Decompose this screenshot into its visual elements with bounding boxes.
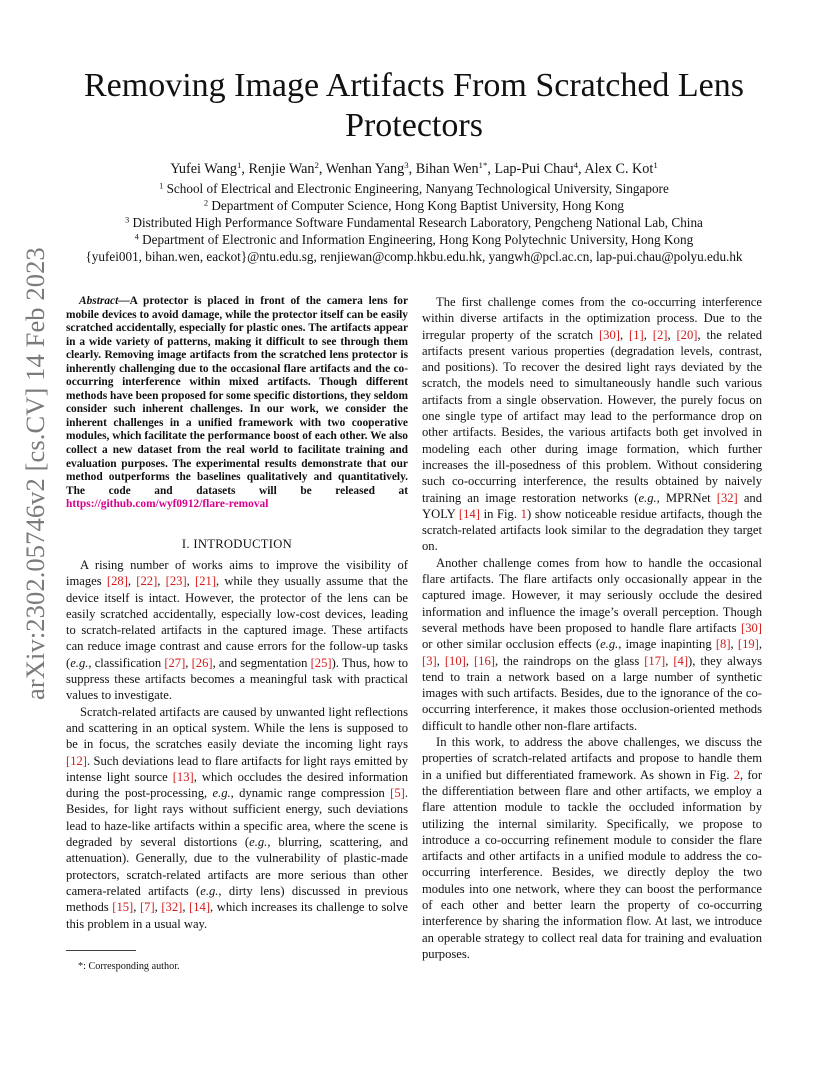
author-name: Yufei Wang (170, 161, 238, 177)
body-text: , and segmentation (212, 655, 311, 670)
body-text: in Fig. (479, 506, 521, 521)
body-text: , (127, 574, 137, 589)
body-text: , the raindrops on the glass (494, 653, 645, 668)
abstract-text: —A protector is placed in front of the camera lens for mobile devices to avoid damage, while the protector itself can be easily scratched accidentally, especially for plastic ones. The artifacts appear in a wide variety of patterns, making it difficult to see through them clearly. Removing image artifacts from the scratched lens protector is inherently challenging due to the occasional flare artifacts and the co-occurring interference within mixed artifacts. Though different methods have been proposed for some specific distortions, they seldom consider such inherent challenges. In our work, we consider the inherent challenges in a unified framework with two cooperative modules, which facilitate the performance boost of each other. We also collect a new dataset from the real world to facilitate training and evaluation purposes. The experimental results demonstrate that our method outperforms the baselines qualitatively and quantitatively. The code and datasets will be released at (66, 295, 408, 497)
affiliation-marker: 2 (314, 160, 319, 171)
citation-link[interactable]: [2] (652, 327, 668, 342)
body-text: . Such deviations lead to flare artifacts for light rays emitted by intense light source (66, 753, 408, 784)
citation-link[interactable]: [12] (66, 753, 87, 768)
paragraph (422, 294, 762, 555)
section-heading: I. INTRODUCTION (181, 537, 293, 551)
italic-text: e.g. (70, 655, 89, 670)
citation-link[interactable]: [8] (715, 637, 731, 652)
author-name: Alex C. Kot (584, 161, 654, 177)
body-text: , blurring, scattering, and attenuation). Generally, due to the vulnerability of plastic-made protectors, scratch-related artifacts are more serious than other camera-related artifacts ( (66, 835, 408, 898)
body-text: ). Thus, how to suppress these artifacts becomes a meaningful task with practical values to investigate. (66, 655, 408, 703)
author-name: Lap-Pui Chau (494, 161, 574, 177)
author-name: Bihan Wen (415, 161, 479, 177)
author-emails: {yufei001, bihan.wen, eackot}@ntu.edu.sg, renjiewan@comp.hkbu.edu.hk, yangwh@pcl.ac.cn, lap-pui.chau@polyu.edu.hk (85, 249, 743, 264)
body-text: ) show noticeable residue artifacts, though the scratch-related artifacts look similar to the degradation they target on. (422, 506, 762, 554)
italic-text: e.g. (212, 786, 231, 801)
affiliation-marker: 1 (653, 160, 658, 171)
body-text: , (667, 327, 677, 342)
paragraph (66, 557, 408, 704)
affiliation-line (60, 198, 768, 214)
citation-link[interactable]: [21] (195, 574, 217, 589)
affiliation-line (60, 232, 768, 248)
right-column-body (422, 294, 762, 962)
citation-link[interactable]: [13] (172, 769, 194, 784)
left-column-body (66, 557, 408, 932)
affiliation-text: Department of Computer Science, Hong Kong Baptist University, Hong Kong (211, 198, 625, 213)
citation-link[interactable]: 2 (733, 767, 740, 782)
body-text: , MPRNet (656, 490, 717, 505)
citation-link[interactable]: [14] (189, 900, 211, 915)
body-text: , classification (88, 655, 165, 670)
citation-link[interactable]: 1 (520, 506, 527, 521)
citation-link[interactable]: [14] (458, 506, 480, 521)
affiliation-text: Distributed High Performance Software Fundamental Research Laboratory, Pengcheng National Lab, China (132, 215, 703, 230)
citation-link[interactable]: [4] (673, 653, 689, 668)
citation-link[interactable]: [23] (165, 574, 187, 589)
citation-link[interactable]: [28] (106, 574, 128, 589)
footnote: *: Corresponding author. (78, 961, 180, 972)
body-text: , (133, 900, 140, 915)
citation-link[interactable]: [1] (629, 327, 644, 342)
paragraph (422, 734, 762, 962)
author-list: Yufei Wang$^1$, Renjie Wan$^2$, Wenhan Yang$^3$, Bihan Wen$^{1*}$, Lap-Pui Chau$^4$, Alex C. Kot$^1$ (170, 160, 658, 177)
citation-link[interactable]: [26] (191, 655, 213, 670)
body-text: , while they usually assume that the device itself is intact. However, the protector of the lens can be easily scratched accidentally, especially low-cost devices, leading to scratch-related artifacts in the captured image. These artifacts can reduce image contrast and cause errors for the follow-up tasks ( (66, 574, 408, 670)
affiliation-number: 4 (134, 232, 139, 242)
citation-link[interactable]: [17] (644, 653, 666, 668)
affiliation-number: 2 (203, 198, 209, 208)
citation-link[interactable]: [20] (676, 327, 698, 342)
citation-link[interactable]: [27] (164, 655, 186, 670)
affiliation-marker: 3 (404, 160, 409, 171)
italic-text: e.g. (249, 835, 268, 850)
code-link[interactable]: https://github.com/wyf0912/flare-removal (66, 498, 269, 511)
body-text: The first challenge comes from the co-occurring interference within diverse artifacts in the optimization process. Due to the irregular property of the scratch (422, 295, 762, 342)
citation-link[interactable]: [32] (161, 900, 183, 915)
italic-text: e.g. (200, 883, 219, 898)
body-text: A rising number of works aims to improve the visibility of images (66, 558, 408, 589)
body-text: , (730, 637, 738, 652)
body-text: , (465, 653, 474, 668)
citation-link[interactable]: [30] (741, 620, 762, 635)
italic-text: e.g. (638, 490, 657, 505)
body-text: , (185, 655, 192, 670)
body-text: or other similar occlusion effects ( (422, 637, 601, 652)
citation-link[interactable]: [30] (598, 327, 620, 342)
citation-link[interactable]: [32] (716, 490, 738, 505)
body-text: , image inapinting (618, 637, 716, 652)
affiliation-marker: 4 (573, 160, 579, 171)
affiliation-line (60, 181, 768, 197)
body-text: , (758, 637, 763, 652)
abstract-label: Abstract (79, 295, 119, 307)
body-text: , (619, 327, 630, 342)
footnote-rule (66, 950, 136, 951)
paragraph (422, 555, 762, 734)
paragraph (66, 704, 408, 932)
affiliation-number: 3 (125, 215, 130, 225)
body-text: . Besides, for light rays without sufficient energy, such deviations lead to haze-like artifacts within a specific area, where the scene is degraded by several distortions ( (66, 786, 408, 850)
body-text: , dirty lens) discussed in previous methods (66, 883, 408, 915)
citation-link[interactable]: [5] (390, 786, 405, 801)
arxiv-identifier-stamp: arXiv:2302.05746v2 [cs.CV] 14 Feb 2023 (20, 247, 50, 700)
citation-link[interactable]: [25] (310, 655, 332, 670)
body-text: ), they always tend to train a network based on a large number of synthetic images with such artifacts. Besides, due to the ignorance of the co-occurring interference, it makes those occlusion-oriented methods difficult to handle other non-flare artifacts. (422, 653, 763, 733)
citation-link[interactable]: [7] (139, 900, 155, 915)
body-text: , (665, 653, 674, 668)
affiliation-line (60, 215, 768, 231)
abstract (66, 295, 408, 512)
body-text: In this work, to address the above challenges, we discuss the properties of scratch-related artifacts and propose to handle them in a unified but differentiated framework. As shown in Fig. (422, 735, 762, 782)
body-text: , for the differentiation between flare and other artifacts, we employ a flare attention module to tackle the occluded information by utilizing the internal similarity. Specifically, we propose to introduce a co-occurring refinement module to consider the flare artifacts and other artifacts in a unified module to address the co-occurring interference. Besides, we directly deploy the two modules into one network, where they can boost the performance of each other and better learn the property of co-occurring interference by sharing the information flow. At last, we introduce an operable strategy to collect real data for training and evaluation purposes. (422, 767, 763, 961)
citation-link[interactable]: [15] (112, 900, 134, 915)
citation-link[interactable]: [19] (737, 637, 759, 652)
body-text: , (643, 327, 653, 342)
body-text: , the related artifacts present various properties (degradation levels, contrast, and positions). To recover the desired light rays deviated by the scratch, the models need to simultaneously handle such various artifacts from a single observation. However, the purely focus on one single type of artifact may lead to the performance drop on other artifacts. Besides, the various artifacts both get involved in modeling each other during image formation, which further increases the ill-posedness of this problem. Without considering such co-occurring interference, the results obtained by naively training an image restoration networks ( (422, 327, 763, 505)
body-text: , (182, 900, 190, 915)
affiliation-marker: 1 (237, 160, 242, 171)
affiliation-number: 1 (159, 181, 164, 191)
affiliation-text: School of Electrical and Electronic Engineering, Nanyang Technological University, Singapore (166, 181, 669, 196)
affiliation-text: Department of Electronic and Information Engineering, Hong Kong Polytechnic University, Hong Kong (142, 232, 694, 247)
body-text: , (186, 574, 196, 589)
body-text: , (157, 574, 166, 589)
author-name: Wenhan Yang (325, 161, 405, 177)
body-text: , (436, 653, 445, 668)
body-text: , dynamic range compression (230, 786, 391, 801)
body-text: , which increases its challenge to solve this problem in a usual way. (66, 900, 409, 931)
body-text: , (154, 900, 162, 915)
citation-link[interactable]: [3] (422, 653, 437, 668)
body-text: , which occludes the desired information during the post-processing, (66, 769, 408, 801)
body-text: Scratch-related artifacts are caused by unwanted light reflections and scattering in an optical system. While the lens is supposed to be in focus, the scratches easily deviate the incoming light rays (66, 704, 408, 752)
citation-link[interactable]: [16] (473, 653, 495, 668)
body-text: and YOLY (422, 490, 762, 521)
affiliation-marker: 1* (478, 160, 488, 171)
body-text: Another challenge comes from how to handle the occasional flare artifacts. The flare artifacts only occasionally appear in the captured image. However, it may seriously occlude the desired information and influence the image’s overall perception. Though several methods have been proposed to handle flare artifacts (422, 555, 762, 635)
citation-link[interactable]: [22] (136, 574, 158, 589)
italic-text: e.g. (600, 637, 619, 652)
paper-title: Removing Image Artifacts From Scratched Lens Protectors (84, 67, 744, 144)
citation-link[interactable]: [10] (444, 653, 466, 668)
author-name: Renjie Wan (248, 161, 315, 177)
